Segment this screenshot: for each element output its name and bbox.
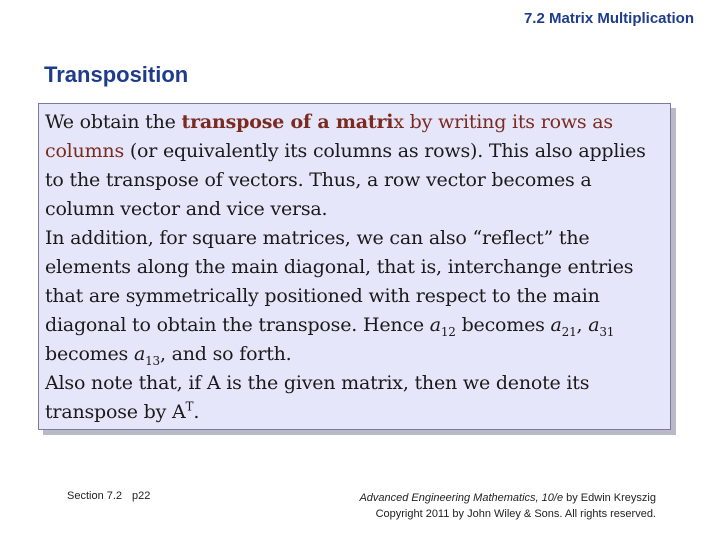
text-segment: (or equivalently its columns as rows). This also applies to the transpose of vectors. Thus, a row vector becomes a column vector and vice versa. — [45, 140, 646, 220]
superscript-t: T — [185, 399, 194, 414]
text-segment: becomes — [455, 314, 551, 336]
definition-paragraph — [45, 108, 664, 427]
text-segment: Also note that, if A is the given matrix, then we denote its transpose by A — [45, 372, 590, 423]
section-header-title: 7.2 Matrix Multiplication — [523, 10, 694, 27]
footer-credits — [359, 490, 656, 522]
math-var-a: a — [133, 343, 146, 365]
subscript: 21 — [561, 324, 577, 339]
text-segment: . — [193, 401, 200, 423]
term-columns: columns — [45, 140, 124, 162]
text-segment: , and so forth. — [159, 343, 292, 365]
footer-author: by Edwin Kreyszig — [563, 492, 656, 504]
subscript: 13 — [145, 353, 160, 368]
text-segment: In addition, for square matrices, we can also “reflect” the elements along the main diagonal, that is, interchange entries that are symmetrically positioned with respect to the main diagonal to obtain the transpose. Hence — [45, 227, 634, 336]
text-segment: becomes — [45, 343, 134, 365]
term-transpose: transpose of a matri — [181, 111, 394, 133]
footer-section-ref — [67, 490, 160, 502]
math-var-a: a — [588, 314, 600, 336]
footer-page: p22 — [132, 490, 151, 502]
math-var-a: a — [429, 314, 441, 336]
subscript: 31 — [599, 324, 615, 339]
slide-heading: Transposition — [44, 62, 189, 87]
footer-section: Section 7.2 — [67, 490, 123, 502]
footer-book-line — [359, 490, 656, 506]
text-segment: We obtain the — [45, 111, 182, 133]
footer-copyright: Copyright 2011 by John Wiley & Sons. All rights reserved. — [375, 508, 656, 520]
content-box — [38, 103, 671, 430]
subscript: 12 — [440, 324, 456, 339]
footer-book-title: Advanced Engineering Mathematics, 10/e — [359, 492, 564, 504]
term-transpose-tail: x by writing its rows as — [393, 111, 613, 133]
math-var-a: a — [550, 314, 562, 336]
text-segment: , — [576, 314, 589, 336]
